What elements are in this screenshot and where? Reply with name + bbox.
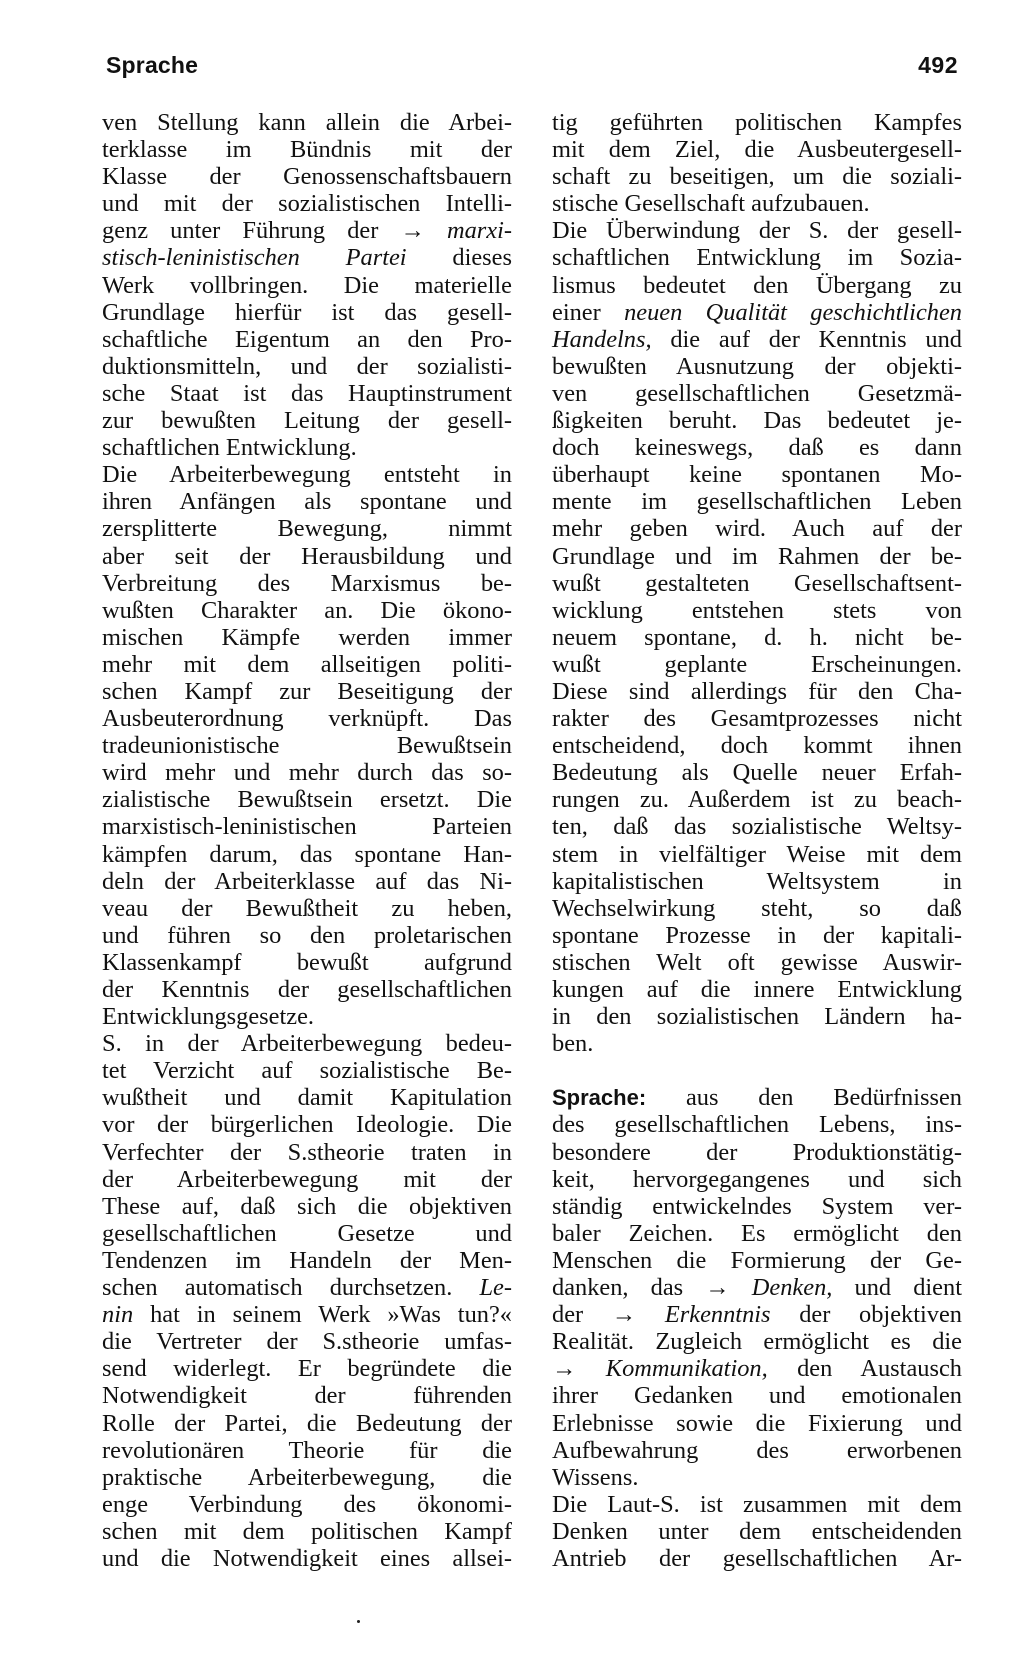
- line-text: Rolle der Partei, die Bedeutung der: [102, 1409, 512, 1437]
- text-line: [552, 1057, 962, 1084]
- text-line: [552, 786, 962, 813]
- line-text: und dient: [832, 1274, 962, 1302]
- line-text: und mit der sozialistischen Intelli-: [102, 190, 512, 218]
- text-line: [552, 1328, 962, 1355]
- text-line: [552, 163, 962, 190]
- text-line: [102, 570, 512, 597]
- text-line: [552, 868, 962, 895]
- cross-reference-term: stisch-leninistischen Partei: [102, 244, 407, 272]
- line-text: schaftliche Eigentum an den Pro-: [102, 325, 512, 353]
- line-text: schaftlichen Entwicklung.: [102, 434, 357, 462]
- text-line: [552, 1139, 962, 1166]
- text-line: [102, 841, 512, 868]
- line-text: gesellschaftlichen Gesetze und: [102, 1219, 512, 1247]
- text-line: [102, 651, 512, 678]
- text-line: [102, 868, 512, 895]
- text-line: [102, 1518, 512, 1545]
- text-line: [102, 217, 512, 244]
- line-text: Die Überwindung der S. der gesell-: [552, 217, 962, 245]
- text-line: [552, 515, 962, 542]
- text-line: [102, 624, 512, 651]
- text-line: [102, 1139, 512, 1166]
- line-text: schaft zu beseitigen, um die soziali-: [552, 163, 962, 191]
- line-text: rungen zu. Außerdem ist zu beach-: [552, 786, 962, 814]
- text-line: [552, 651, 962, 678]
- line-text: praktische Arbeiterbewegung, die: [102, 1463, 512, 1491]
- line-text: kapitalistischen Weltsystem in: [552, 867, 962, 895]
- line-text: stischen Welt oft gewisse Auswir-: [552, 948, 962, 976]
- text-line: [552, 759, 962, 786]
- text-line: [552, 1084, 962, 1111]
- line-text: Notwendigkeit der führenden: [102, 1382, 512, 1410]
- line-text: Ausbeuterordnung verknüpft. Das: [102, 705, 512, 733]
- line-text: lismus bedeutet den Übergang zu: [552, 271, 962, 299]
- line-text: Aufbewahrung des erworbenen: [552, 1436, 962, 1464]
- line-text: kämpfen darum, das spontane Han-: [102, 840, 512, 868]
- text-line: [552, 136, 962, 163]
- cross-reference-term: marxi-: [446, 217, 512, 245]
- line-text: tradeunionistische Bewußtsein: [102, 732, 512, 760]
- line-text: mischen Kämpfe werden immer: [102, 623, 512, 651]
- line-text: ihrer Gedanken und emotionalen: [552, 1382, 962, 1410]
- line-text: ven gesellschaftlichen Gesetzmä-: [552, 379, 962, 407]
- line-text: Bedeutung als Quelle neuer Erfah-: [552, 759, 962, 787]
- text-line: [102, 1274, 512, 1301]
- line-text: Diese sind allerdings für den Cha-: [552, 677, 962, 705]
- text-line: [102, 1437, 512, 1464]
- text-line: [552, 976, 962, 1003]
- line-text: veau der Bewußtheit zu heben,: [102, 894, 512, 922]
- text-line: [552, 732, 962, 759]
- line-text: duktionsmitteln, und der sozialisti-: [102, 352, 512, 380]
- text-line: [552, 299, 962, 326]
- line-text: Tendenzen im Handeln der Men-: [102, 1246, 512, 1274]
- text-line: [102, 1084, 512, 1111]
- text-line: [552, 1464, 962, 1491]
- line-text: schen Kampf zur Beseitigung der: [102, 677, 512, 705]
- line-text: aber seit der Herausbildung und: [102, 542, 512, 570]
- line-text: Menschen die Formierung der Ge-: [552, 1246, 962, 1274]
- line-text: wußtheit und damit Kapitulation: [102, 1084, 512, 1112]
- text-line: [552, 1220, 962, 1247]
- line-text: vor der bürgerlichen Ideologie. Die: [102, 1111, 512, 1139]
- left-column: [102, 109, 512, 1572]
- line-text: Erlebnisse sowie die Fixierung und: [552, 1409, 962, 1437]
- cross-reference-term: Le-: [479, 1274, 512, 1302]
- line-text: spontane Prozesse in der kapitali-: [552, 921, 962, 949]
- line-text: aus den Bedürfnissen: [646, 1084, 962, 1112]
- line-text: schaftlichen Entwicklung im Sozia-: [552, 244, 962, 272]
- line-text: in den sozialistischen Ländern ha-: [552, 1003, 962, 1031]
- text-line: [552, 1274, 962, 1301]
- cross-reference-term: Handelns,: [552, 325, 652, 353]
- line-text: Verfechter der S.stheorie traten in: [102, 1138, 512, 1166]
- line-text: der Arbeiterbewegung mit der: [102, 1165, 512, 1193]
- line-text: wird mehr und mehr durch das so-: [102, 759, 512, 787]
- text-line: [552, 813, 962, 840]
- line-text: mehr mit dem allseitigen politi-: [102, 650, 512, 678]
- line-text: überhaupt keine spontanen Mo-: [552, 461, 962, 489]
- text-line: [552, 488, 962, 515]
- text-line: [102, 597, 512, 624]
- line-text: wußt gestalteten Gesellschaftsent-: [552, 569, 962, 597]
- line-text: des gesellschaftlichen Lebens, ins-: [552, 1111, 962, 1139]
- line-text: stem in vielfältiger Weise mit dem: [552, 840, 962, 868]
- line-text: und führen so den proletarischen: [102, 921, 512, 949]
- text-line: [552, 190, 962, 217]
- text-line: [102, 163, 512, 190]
- text-line: [552, 109, 962, 136]
- text-line: [102, 272, 512, 299]
- text-line: [102, 949, 512, 976]
- line-text: S. in der Arbeiterbewegung bedeu-: [102, 1030, 512, 1058]
- line-text: die auf der Kenntnis und: [651, 325, 962, 353]
- text-line: [552, 1111, 962, 1138]
- text-line: [102, 705, 512, 732]
- line-text: ven Stellung kann allein die Arbei-: [102, 109, 512, 136]
- text-line: [552, 353, 962, 380]
- line-text: Klasse der Genossenschaftsbauern: [102, 163, 512, 191]
- text-line: [102, 922, 512, 949]
- line-text: Die Laut-S. ist zusammen mit dem: [552, 1490, 962, 1518]
- page-header: [106, 52, 958, 86]
- text-line: [102, 1355, 512, 1382]
- text-line: [102, 813, 512, 840]
- cross-reference-term: neuen Qualität geschichtlichen: [624, 298, 962, 326]
- text-line: [102, 136, 512, 163]
- right-column: [552, 109, 962, 1572]
- line-text: neuem spontane, d. h. nicht be-: [552, 623, 962, 651]
- text-line: [552, 407, 962, 434]
- text-line: [552, 570, 962, 597]
- line-text: send widerlegt. Er begründete die: [102, 1355, 512, 1383]
- line-text: wicklung entstehen stets von: [552, 596, 962, 624]
- line-text: Verbreitung des Marxismus be-: [102, 569, 512, 597]
- running-head: Sprache: [106, 52, 199, 78]
- page-number: 492: [918, 52, 958, 78]
- line-text: den Austausch: [767, 1355, 962, 1383]
- text-line: [552, 1355, 962, 1382]
- cross-reference-term: Kommunikation,: [605, 1355, 768, 1383]
- text-line: [102, 515, 512, 542]
- text-line: [552, 705, 962, 732]
- line-text: These auf, daß sich die objektiven: [102, 1192, 512, 1220]
- line-text: →: [552, 1355, 606, 1383]
- text-line: [552, 922, 962, 949]
- text-line: [102, 380, 512, 407]
- text-line: [552, 1193, 962, 1220]
- line-text: zialistische Bewußtsein ersetzt. Die: [102, 786, 512, 814]
- text-line: [102, 732, 512, 759]
- text-line: [552, 624, 962, 651]
- line-text: Entwicklungsgesetze.: [102, 1003, 315, 1031]
- line-text: enge Verbindung des ökonomi-: [102, 1490, 512, 1518]
- entry-keyword: Sprache:: [552, 1085, 647, 1111]
- line-text: bewußten Ausnutzung der objekti-: [552, 352, 962, 380]
- text-line: [102, 407, 512, 434]
- text-line: [102, 1410, 512, 1437]
- text-line: [102, 1301, 512, 1328]
- text-line: [102, 1030, 512, 1057]
- line-text: Die Arbeiterbewegung entsteht in: [102, 461, 512, 489]
- text-line: [552, 326, 962, 353]
- text-line: [552, 217, 962, 244]
- line-text: danken, das →: [552, 1274, 752, 1302]
- line-text: wußt geplante Erscheinungen.: [552, 650, 962, 678]
- text-line: [552, 949, 962, 976]
- line-text: ben.: [552, 1030, 594, 1058]
- text-line: [102, 895, 512, 922]
- line-text: mit dem Ziel, die Ausbeutergesell-: [552, 136, 962, 164]
- text-line: [552, 461, 962, 488]
- line-text: Grundlage hierfür ist das gesell-: [102, 298, 512, 326]
- text-line: [102, 1111, 512, 1138]
- line-text: ten, daß das sozialistische Weltsy-: [552, 813, 962, 841]
- line-text: keit, hervorgegangenes und sich: [552, 1165, 962, 1193]
- line-text: Klassenkampf bewußt aufgrund: [102, 948, 512, 976]
- text-line: [102, 353, 512, 380]
- text-line: [552, 434, 962, 461]
- text-line: [102, 1003, 512, 1030]
- line-text: ihren Anfängen als spontane und: [102, 488, 512, 516]
- text-line: [552, 272, 962, 299]
- line-text: einer: [552, 298, 625, 326]
- text-line: [552, 1491, 962, 1518]
- text-line: [102, 1545, 512, 1572]
- text-line: [552, 244, 962, 271]
- line-text: ständig entwickelndes System ver-: [552, 1192, 962, 1220]
- text-line: [102, 299, 512, 326]
- line-text: deln der Arbeiterklasse auf das Ni-: [102, 867, 512, 895]
- line-text: kungen auf die innere Entwicklung: [552, 976, 962, 1003]
- line-text: schen automatisch durchsetzen.: [102, 1274, 480, 1302]
- line-text: Realität. Zugleich ermöglicht es die: [552, 1328, 962, 1356]
- text-line: [552, 1003, 962, 1030]
- line-text: tet Verzicht auf sozialistische Be-: [102, 1057, 512, 1085]
- print-speck: [357, 1620, 360, 1623]
- cross-reference-term: Denken,: [751, 1274, 833, 1302]
- line-text: Grundlage und im Rahmen der be-: [552, 542, 962, 570]
- line-text: revolutionären Theorie für die: [102, 1436, 512, 1464]
- text-line: [102, 1193, 512, 1220]
- text-line: [102, 1382, 512, 1409]
- text-line: [102, 326, 512, 353]
- cross-reference-term: nin: [102, 1301, 134, 1329]
- text-line: [102, 1328, 512, 1355]
- text-line: [102, 244, 512, 271]
- line-text: terklasse im Bündnis mit der: [102, 136, 512, 164]
- text-line: [102, 1220, 512, 1247]
- text-line: [552, 1166, 962, 1193]
- line-text: dieses: [406, 244, 512, 272]
- text-line: [552, 1545, 962, 1572]
- line-text: die Vertreter der S.stheorie umfas-: [102, 1328, 512, 1356]
- line-text: der objektiven: [770, 1301, 962, 1329]
- line-text: Antrieb der gesellschaftlichen Ar-: [552, 1544, 962, 1572]
- line-text: schen mit dem politischen Kampf: [102, 1517, 512, 1545]
- text-line: [552, 895, 962, 922]
- line-text: entscheidend, doch kommt ihnen: [552, 732, 962, 760]
- text-line: [552, 1437, 962, 1464]
- text-line: [552, 380, 962, 407]
- line-text: mente im gesellschaftlichen Leben: [552, 488, 962, 516]
- line-text: und die Notwendigkeit eines allsei-: [102, 1544, 512, 1572]
- text-line: [102, 759, 512, 786]
- text-line: [552, 543, 962, 570]
- text-line: [102, 678, 512, 705]
- line-text: zur bewußten Leitung der gesell-: [102, 407, 512, 435]
- text-line: [552, 1410, 962, 1437]
- text-line: [552, 1301, 962, 1328]
- text-line: [102, 1464, 512, 1491]
- text-line: [552, 678, 962, 705]
- line-text: Denken unter dem entscheidenden: [552, 1517, 962, 1545]
- text-line: [102, 1491, 512, 1518]
- text-line: [102, 190, 512, 217]
- line-text: zersplitterte Bewegung, nimmt: [102, 515, 512, 543]
- text-line: [102, 488, 512, 515]
- text-line: [102, 786, 512, 813]
- line-text: besondere der Produktionstätig-: [552, 1138, 962, 1166]
- text-line: [102, 543, 512, 570]
- text-line: [552, 597, 962, 624]
- text-line: [552, 841, 962, 868]
- line-text: baler Zeichen. Es ermöglicht den: [552, 1219, 962, 1247]
- text-line: [552, 1382, 962, 1409]
- text-line: [102, 434, 512, 461]
- line-text: Wissens.: [552, 1463, 639, 1491]
- line-text: rakter des Gesamtprozesses nicht: [552, 705, 962, 733]
- line-text: der Kenntnis der gesellschaftlichen: [102, 976, 512, 1003]
- cross-reference-term: Erkenntnis: [664, 1301, 771, 1329]
- text-line: [102, 1166, 512, 1193]
- text-line: [552, 1030, 962, 1057]
- line-text: Wechselwirkung steht, so daß: [552, 894, 962, 922]
- line-text: mehr geben wird. Auch auf der: [552, 515, 962, 543]
- line-text: doch keineswegs, daß es dann: [552, 434, 962, 462]
- text-line: [552, 1518, 962, 1545]
- text-line: [102, 1057, 512, 1084]
- line-text: ßigkeiten beruht. Das bedeutet je-: [552, 407, 962, 435]
- line-text: genz unter Führung der →: [102, 217, 447, 245]
- text-line: [552, 1247, 962, 1274]
- line-text: tig geführten politischen Kampfes: [552, 109, 962, 136]
- line-text: stische Gesellschaft aufzubauen.: [552, 190, 870, 218]
- line-text: der →: [552, 1301, 665, 1329]
- text-line: [102, 109, 512, 136]
- text-line: [102, 461, 512, 488]
- text-line: [102, 1247, 512, 1274]
- line-text: Werk vollbringen. Die materielle: [102, 271, 512, 299]
- line-text: marxistisch-leninistischen Parteien: [102, 813, 512, 841]
- text-line: [102, 976, 512, 1003]
- line-text: sche Staat ist das Hauptinstrument: [102, 379, 512, 407]
- line-text: wußten Charakter an. Die ökono-: [102, 596, 512, 624]
- line-text: hat in seinem Werk »Was tun?«: [133, 1301, 512, 1329]
